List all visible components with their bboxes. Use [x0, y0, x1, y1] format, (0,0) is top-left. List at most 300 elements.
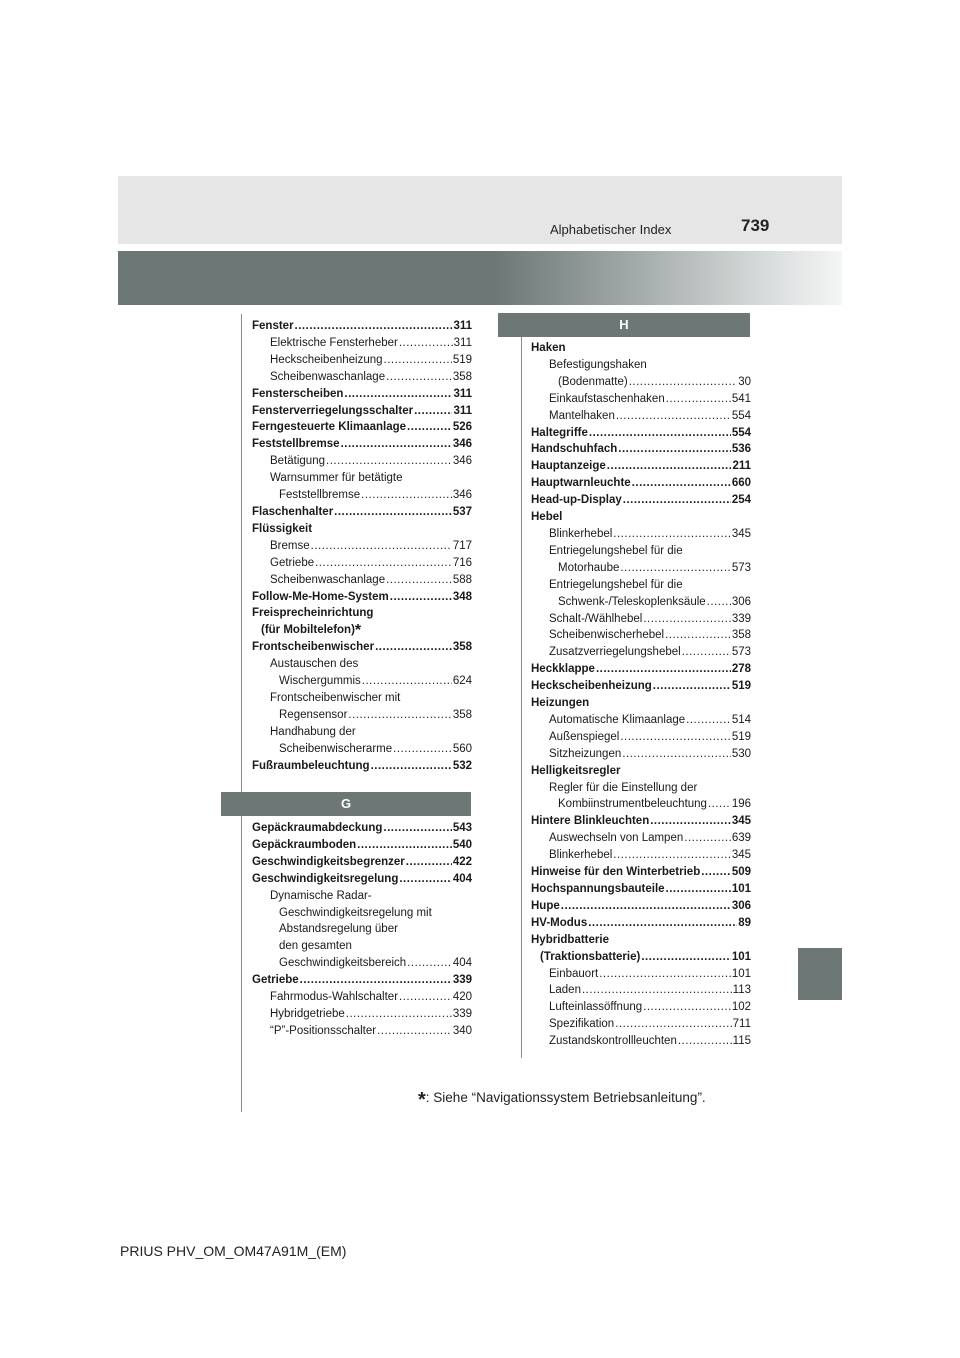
entry-term: HV-Modus — [531, 916, 588, 929]
entry-page: 211 — [732, 460, 751, 473]
entry-page: 711 — [732, 1018, 751, 1031]
index-entry — [531, 644, 751, 661]
dot-leader — [390, 589, 452, 606]
model-code: PRIUS PHV_OM_OM47A91M_(EM) — [120, 1243, 347, 1259]
entry-page: 530 — [731, 747, 751, 760]
footnote-reference-mark: * — [354, 622, 362, 640]
index-entry — [531, 627, 751, 644]
index-entry — [252, 470, 472, 487]
index-side-tab — [798, 948, 842, 1000]
dot-leader — [348, 707, 451, 724]
index-entry — [252, 487, 472, 504]
dot-leader — [629, 374, 738, 391]
entry-term: Handschuhfach — [531, 443, 618, 456]
index-entry — [252, 504, 472, 521]
dot-leader — [665, 627, 731, 644]
dot-leader — [377, 1023, 452, 1040]
index-entry — [531, 560, 751, 577]
index-entry — [531, 441, 751, 458]
dot-leader — [684, 830, 731, 847]
index-entry — [252, 555, 472, 572]
entry-page: 30 — [738, 375, 751, 388]
entry-term: Heizungen — [531, 697, 590, 710]
index-entry — [531, 763, 751, 780]
right-column-rule — [521, 314, 522, 1058]
entry-term: Hebel — [531, 511, 563, 524]
entry-term: Haltegriffe — [531, 426, 588, 439]
dot-leader — [362, 673, 452, 690]
entry-page: 514 — [731, 713, 751, 726]
entry-term: Gepäckraumboden — [252, 838, 357, 851]
index-entry — [252, 854, 472, 871]
index-entry — [531, 695, 751, 712]
dot-leader — [399, 989, 452, 1006]
section-header-h — [498, 313, 750, 337]
dot-leader — [315, 555, 452, 572]
entry-page: 346 — [452, 455, 472, 468]
index-entry — [531, 830, 751, 847]
index-entry — [531, 391, 751, 408]
dot-leader — [618, 441, 731, 458]
entry-term: Fahrmodus-Wahlschalter — [270, 991, 399, 1004]
entry-term: Automatische Klimaanlage — [549, 713, 686, 726]
entry-page: 519 — [731, 730, 751, 743]
dot-leader — [407, 419, 452, 436]
section-letter-h: H — [619, 317, 629, 332]
section-letter-g: G — [340, 796, 352, 811]
entry-term: Elektrische Fensterheber — [270, 336, 398, 349]
index-entry — [531, 780, 751, 797]
header-band — [118, 176, 842, 244]
entry-page: 543 — [452, 822, 472, 834]
entry-term: Frontscheibenwischer — [252, 641, 375, 654]
entry-term: Hauptanzeige — [531, 460, 606, 473]
index-entry — [252, 955, 472, 972]
entry-page: 358 — [452, 370, 472, 383]
index-entry — [252, 521, 472, 538]
index-column-h — [531, 340, 751, 1050]
page-number: 739 — [741, 216, 770, 235]
index-entry — [252, 1023, 472, 1040]
entry-page: 254 — [731, 494, 751, 507]
entry-term: Bremse — [270, 539, 310, 552]
dot-leader — [399, 335, 453, 352]
index-entry — [252, 318, 472, 335]
entry-term: Schwenk-/Teleskoplenksäule — [558, 595, 706, 608]
entry-page: 554 — [731, 426, 751, 439]
entry-page: 113 — [732, 984, 751, 997]
index-entry — [252, 386, 472, 403]
entry-page: 639 — [731, 832, 751, 845]
index-entry — [252, 741, 472, 758]
dot-leader — [414, 403, 452, 420]
index-entry — [531, 1033, 751, 1050]
dot-leader — [334, 504, 452, 521]
dot-leader — [326, 453, 452, 470]
index-entry — [252, 538, 472, 555]
index-entry — [252, 605, 472, 622]
entry-term: Gepäckraumabdeckung — [252, 822, 383, 834]
index-entry — [531, 678, 751, 695]
index-entry — [531, 881, 751, 898]
entry-term: Hupe — [531, 899, 560, 912]
dot-leader — [653, 678, 731, 695]
index-entry — [252, 724, 472, 741]
index-entry — [531, 594, 751, 611]
entry-term: Scheibenwischerhebel — [549, 629, 665, 642]
index-entry — [531, 577, 751, 594]
entry-term: Hinweise für den Winterbetrieb — [531, 866, 701, 879]
entry-term: Haken — [531, 342, 566, 354]
entry-page: 404 — [452, 872, 472, 885]
entry-term: Helligkeitsregler — [531, 764, 621, 777]
dot-leader — [375, 639, 452, 656]
entry-page: 404 — [452, 957, 472, 970]
index-entry — [252, 639, 472, 656]
dot-leader — [616, 408, 731, 425]
entry-term: Fensterverriegelungsschalter — [252, 404, 414, 417]
entry-page: 358 — [731, 629, 751, 642]
index-entry — [252, 335, 472, 352]
entry-page: 554 — [731, 409, 751, 422]
entry-page: 588 — [452, 573, 472, 586]
entry-term: Regler für die Einstellung der — [549, 781, 698, 794]
index-entry — [531, 746, 751, 763]
entry-page: 311 — [453, 387, 472, 400]
index-entry — [252, 572, 472, 589]
index-entry — [531, 847, 751, 864]
entry-term: Follow-Me-Home-System — [252, 590, 389, 603]
entry-page: 101 — [731, 967, 751, 980]
dot-leader — [383, 820, 451, 837]
dot-leader — [643, 611, 730, 628]
entry-page: 311 — [453, 336, 472, 349]
index-entry — [252, 871, 472, 888]
footnote — [418, 1089, 706, 1112]
index-entry — [252, 972, 472, 989]
dot-leader — [707, 594, 731, 611]
index-entry — [531, 982, 751, 999]
entry-page: 346 — [452, 438, 472, 451]
entry-page: 660 — [731, 477, 751, 490]
entry-term: Schalt-/Wählhebel — [549, 612, 643, 625]
entry-page: 519 — [452, 353, 472, 366]
dot-leader — [386, 572, 452, 589]
entry-term: Dynamische Radar- — [270, 889, 372, 902]
dot-leader — [357, 837, 452, 854]
entry-term: Einbauort — [549, 967, 599, 980]
entry-page: 358 — [452, 641, 472, 654]
entry-page: 541 — [731, 392, 751, 405]
index-entry — [531, 543, 751, 560]
index-column-g — [252, 820, 472, 1040]
index-entry — [531, 611, 751, 628]
entry-term: Geschwindigkeitsregelung — [252, 872, 399, 885]
entry-page: 196 — [731, 798, 751, 811]
entry-term: Zusatzverriegelungshebel — [549, 646, 681, 659]
entry-term: Freisprecheinrichtung — [252, 607, 374, 620]
dot-leader — [650, 813, 731, 830]
index-entry — [531, 340, 751, 357]
entry-term: Motorhaube — [558, 561, 620, 574]
entry-term: Flaschenhalter — [252, 505, 334, 518]
entry-page: 560 — [452, 742, 472, 755]
index-entry — [252, 989, 472, 1006]
entry-page: 420 — [452, 991, 472, 1004]
entry-term: Scheibenwaschanlage — [270, 370, 386, 383]
entry-term: Fenster — [252, 320, 294, 332]
entry-page: 536 — [731, 443, 751, 456]
dot-leader — [613, 526, 731, 543]
index-entry — [531, 475, 751, 492]
section-header-g — [221, 792, 471, 816]
index-entry — [531, 661, 751, 678]
dot-leader — [708, 796, 731, 813]
index-entry — [531, 1016, 751, 1033]
entry-page: 345 — [731, 815, 751, 828]
dot-leader — [295, 318, 453, 335]
dot-leader — [386, 369, 452, 386]
index-entry — [531, 966, 751, 983]
entry-term: Zustandskontrollleuchten — [549, 1035, 677, 1048]
entry-page: 306 — [731, 595, 751, 608]
entry-term: Wischergummis — [279, 675, 361, 688]
entry-term: Getriebe — [252, 974, 299, 987]
entry-term: Geschwindigkeitsbereich — [279, 957, 407, 970]
entry-term: Scheibenwaschanlage — [270, 573, 386, 586]
index-entry — [252, 837, 472, 854]
entry-term: Geschwindigkeitsregelung mit — [279, 906, 432, 919]
header-decor-band — [118, 251, 842, 305]
index-entry — [531, 949, 751, 966]
entry-term: (für Mobiltelefon) — [261, 624, 355, 637]
entry-page: 348 — [452, 590, 472, 603]
index-entry — [252, 436, 472, 453]
left-column-rule — [241, 314, 242, 1112]
index-entry — [252, 820, 472, 837]
index-entry — [252, 673, 472, 690]
entry-page: 346 — [452, 489, 472, 502]
dot-leader — [666, 881, 731, 898]
entry-term: Auswechseln von Lampen — [549, 832, 684, 845]
entry-term: Einkaufstaschenhaken — [549, 392, 665, 405]
entry-page: 537 — [452, 505, 472, 518]
dot-leader — [311, 538, 452, 555]
entry-page: 339 — [452, 974, 472, 987]
index-entry — [531, 729, 751, 746]
entry-page: 422 — [452, 855, 472, 868]
entry-page: 101 — [731, 950, 751, 963]
entry-term: Abstandsregelung über — [279, 923, 398, 936]
dot-leader — [406, 854, 452, 871]
entry-term: Spezifikation — [549, 1018, 615, 1031]
entry-term: Blinkerhebel — [549, 527, 613, 540]
index-entry — [531, 796, 751, 813]
index-entry — [531, 374, 751, 391]
entry-term: Frontscheibenwischer mit — [270, 691, 401, 704]
entry-term: Befestigungshaken — [549, 358, 647, 371]
dot-leader — [678, 1033, 732, 1050]
dot-leader — [588, 915, 737, 932]
entry-page: 311 — [453, 320, 472, 332]
index-entry — [531, 864, 751, 881]
index-entry — [531, 425, 751, 442]
index-entry — [531, 898, 751, 915]
entry-page: 717 — [452, 539, 472, 552]
index-entry — [252, 905, 472, 922]
entry-term: Heckscheibenheizung — [531, 680, 652, 693]
index-entry — [531, 509, 751, 526]
dot-leader — [407, 955, 452, 972]
entry-page: 624 — [452, 675, 472, 688]
dot-leader — [361, 487, 452, 504]
index-column-f — [252, 318, 472, 774]
dot-leader — [607, 458, 732, 475]
entry-term: Handhabung der — [270, 725, 356, 738]
dot-leader — [686, 712, 731, 729]
entry-term: Feststellbremse — [252, 438, 340, 451]
entry-term: Mantelhaken — [549, 409, 615, 422]
dot-leader — [632, 475, 731, 492]
dot-leader — [641, 949, 730, 966]
entry-term: den gesamten — [279, 940, 352, 953]
entry-term: (Traktionsbatterie) — [540, 950, 641, 963]
index-entry — [531, 458, 751, 475]
entry-page: 532 — [452, 759, 472, 772]
dot-leader — [341, 436, 452, 453]
index-entry — [252, 352, 472, 369]
entry-term: Geschwindigkeitsbegrenzer — [252, 855, 405, 868]
entry-term: Ferngesteuerte Klimaanlage — [252, 421, 407, 434]
index-entry — [531, 813, 751, 830]
dot-leader — [399, 871, 451, 888]
entry-term: Kombiinstrumentbeleuchtung — [558, 798, 707, 811]
dot-leader — [643, 999, 731, 1016]
entry-page: 339 — [452, 1007, 472, 1020]
dot-leader — [615, 1016, 731, 1033]
footnote-text: : Siehe “Navigationssystem Betriebsanleitung”. — [425, 1090, 706, 1105]
dot-leader — [300, 972, 452, 989]
index-entry — [252, 453, 472, 470]
entry-term: Hauptwarnleuchte — [531, 477, 631, 490]
dot-leader — [393, 741, 452, 758]
entry-page: 102 — [731, 1001, 751, 1014]
entry-term: Blinkerhebel — [549, 849, 613, 862]
index-entry — [531, 492, 751, 509]
entry-term: Hintere Blinkleuchten — [531, 815, 650, 828]
dot-leader — [620, 560, 730, 577]
entry-page: 101 — [731, 883, 751, 895]
index-entry — [252, 758, 472, 775]
dot-leader — [582, 982, 732, 999]
entry-page: 340 — [452, 1024, 472, 1037]
index-entry — [252, 419, 472, 436]
dot-leader — [701, 864, 731, 881]
index-entry — [252, 690, 472, 707]
index-entry — [252, 888, 472, 905]
entry-term: Warnsummer für betätigte — [270, 472, 403, 485]
entry-term: Hybridbatterie — [531, 933, 609, 946]
entry-page: 509 — [731, 866, 751, 879]
entry-term: Betätigung — [270, 455, 325, 468]
entry-page: 339 — [731, 612, 751, 625]
entry-term: Flüssigkeit — [252, 522, 313, 535]
entry-page: 306 — [731, 899, 751, 912]
entry-term: Lufteinlassöffnung — [549, 1001, 643, 1014]
index-entry — [531, 915, 751, 932]
entry-page: 311 — [453, 404, 472, 417]
entry-term: Regensensor — [279, 708, 348, 721]
dot-leader — [613, 847, 731, 864]
dot-leader — [561, 898, 731, 915]
entry-term: Fußraumbeleuchtung — [252, 759, 370, 772]
dot-leader — [599, 966, 731, 983]
index-entry — [252, 938, 472, 955]
entry-term: “P”-Positionsschalter — [270, 1024, 377, 1037]
entry-page: 345 — [731, 527, 751, 540]
entry-page: 573 — [731, 646, 751, 659]
entry-term: Hochspannungsbauteile — [531, 883, 665, 895]
entry-term: Entriegelungshebel für die — [549, 544, 683, 557]
entry-page: 573 — [731, 561, 751, 574]
dot-leader — [371, 758, 452, 775]
section-title: Alphabetischer Index — [550, 222, 672, 237]
entry-term: Laden — [549, 984, 581, 997]
entry-term: Heckscheibenheizung — [270, 353, 383, 366]
index-entry — [252, 707, 472, 724]
index-entry — [531, 357, 751, 374]
index-entry — [531, 999, 751, 1016]
index-entry — [252, 369, 472, 386]
index-entry — [252, 656, 472, 673]
entry-term: Fensterscheiben — [252, 387, 344, 400]
dot-leader — [384, 352, 452, 369]
entry-page: 89 — [738, 916, 751, 929]
entry-term: Getriebe — [270, 556, 315, 569]
footnote-mark: * — [418, 1089, 426, 1111]
dot-leader — [623, 492, 731, 509]
dot-leader — [344, 386, 452, 403]
entry-page: 115 — [732, 1035, 751, 1048]
index-entry — [531, 408, 751, 425]
dot-leader — [589, 425, 731, 442]
entry-term: Heckklappe — [531, 663, 595, 676]
dot-leader — [596, 661, 731, 678]
entry-term: Austauschen des — [270, 658, 359, 671]
index-entry — [531, 712, 751, 729]
dot-leader — [346, 1006, 452, 1023]
entry-term: (Bodenmatte) — [558, 375, 628, 388]
entry-page: 345 — [731, 849, 751, 862]
entry-page: 716 — [452, 556, 472, 569]
entry-term: Hybridgetriebe — [270, 1007, 345, 1020]
index-entry — [252, 622, 472, 639]
index-entry — [531, 526, 751, 543]
index-entry — [252, 921, 472, 938]
index-entry — [531, 932, 751, 949]
dot-leader — [620, 729, 730, 746]
dot-leader — [682, 644, 731, 661]
entry-term: Feststellbremse — [279, 489, 361, 502]
entry-term: Außenspiegel — [549, 730, 620, 743]
entry-page: 278 — [731, 663, 751, 676]
entry-term: Scheibenwischerarme — [279, 742, 393, 755]
entry-page: 358 — [452, 708, 472, 721]
entry-term: Head-up-Display — [531, 494, 622, 507]
index-entry — [252, 1006, 472, 1023]
index-entry — [252, 589, 472, 606]
dot-leader — [622, 746, 731, 763]
